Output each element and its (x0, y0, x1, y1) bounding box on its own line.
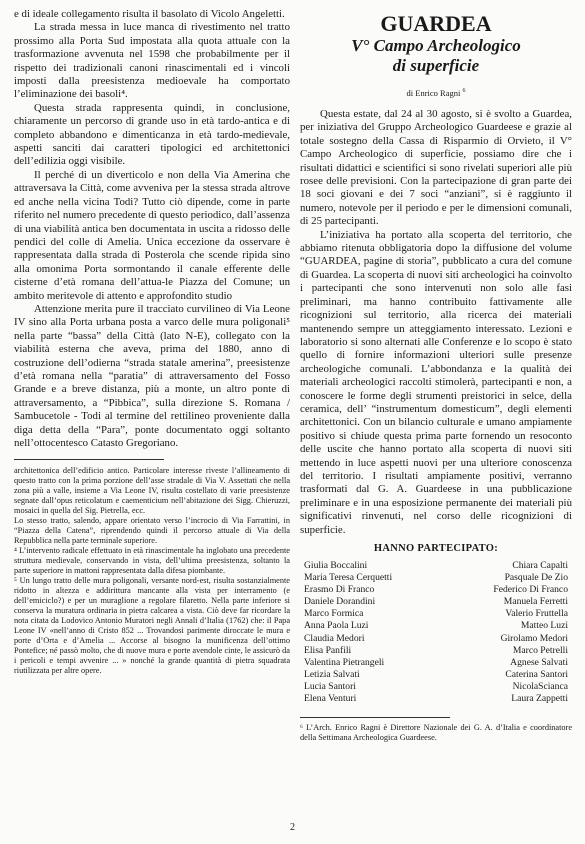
body-paragraph: Il perché di un diverticolo e non della Via Amerina che attraversava la Città, come avveniva per la stessa strada altrove ed anche nella vicina Todi? Tutto ciò dipende, come in parte riferito nel numero precedente di questo periodico, dall’assenza di una viabilità antica ben documentata in uscita a ridosso delle pendici del colle di Amelia. Unica eccezione da osservare è rappresentata dalla strada di Posterola che scende ripida sino alla omonima Porta sormontando il canale efferente delle cisterne d’età romana dell’attua-le Piazza del Comune; un ambito meritevole di attento e approfondito studio (14, 168, 290, 302)
participant-name: Valentina Pietrangeli (304, 656, 385, 668)
footnote: architettonica dell’edificio antico. Particolare interesse riveste l’allineamento di questo tratto con la prima porzione dell’asse stradale di Via V. Assettati che nella zona più a valle, insieme a Via Leone IV, risulta costellato di varie preesistenze segnate dall’opus reticolatum e caementicium nell’abitazione dei Sigg. Chieruzzi, mosaici in quella del Sig. Pietrella, ecc. (14, 466, 290, 516)
left-column (14, 8, 290, 676)
participant-name: Pasquale De Zio (504, 572, 568, 584)
participant-name: Letizia Salvati (304, 668, 360, 680)
participant-name: Laura Zappetti (511, 693, 568, 705)
footnote-divider (14, 459, 164, 460)
participant-name: Erasmo Di Franco (304, 584, 375, 596)
footnote: ⁵ Un lungo tratto delle mura poligonali, versante nord-est, risulta sostanzialmente ridotto in altezza e addirittura mancante alla vista per interramento (e dell’emiciclo?) e per un muraglione a regolare filaretto. Nella parte inferiore si conserva la muratura ordinaria in pietra calcarea a vista. Ciò deve far ricordare la nota citata da Lodovico Antonio Muratori negli Annali d’Italia (1762) che: il Papa Leone IV «nell’anno di Cristo 852 ... Trovandosi parimente diroccate le mura e porte d’Orta e d’Amelia ... Accorse al bisogno la munificenza dell’ottimo Pontefice; né passò molto, che di nuove mura e porte avendole cinte, le assicurò da i pericoli e tempi avvenire ... » nonché la grande quantità di pietra squadrata riutilizzata per altre opere. (14, 576, 290, 676)
footnote: ⁶ L’Arch. Enrico Ragni è Direttore Nazionale dei G. A. d’Italia e coordinatore della Settimana Archeologica Guardeese. (300, 723, 572, 743)
participant-name: Anna Paola Luzi (304, 620, 369, 632)
participant-name: Girolamo Medori (500, 632, 568, 644)
body-paragraph: La strada messa in luce manca di rivestimento nel tratto prossimo alla Porta Sud impostata alla quota attuale con la trasformazione avvenuta nel 1598 che probabilmente per il rispetto dei tradizionali canoni rinascimentali ed i vincoli imposti dalla preesistenza medioevale ha comportato l’eliminazione dei basoli⁴. (14, 21, 290, 101)
footnote: ⁴ L’intervento radicale effettuato in età rinascimentale ha inglobato una precedente struttura medievale, conservando in vista, dell’ultima preesistenza, soltanto la parte superiore in mattoni rappresentata dalla difesa piombante. (14, 546, 290, 576)
participant-name: Chiara Capalti (512, 560, 568, 571)
body-paragraph: Questa strada rappresenta quindi, in conclusione, chiaramente un percorso di grande uso in età tardo-antica e di completo abbandono e dimenticanza in età tardo-medievale, aspetti sanciti dai caratteri tipologici ed architettonici dell’edilizia oggi visibile. (14, 101, 290, 168)
participant-name: Marco Formica (304, 608, 364, 620)
participant-name: Matteo Luzi (520, 620, 568, 632)
footnote-divider (300, 717, 450, 718)
participants-right-column (493, 560, 568, 705)
byline (300, 88, 572, 98)
participant-name: Claudia Medori (304, 632, 365, 644)
right-column (300, 8, 572, 743)
participant-name: NicolaScianca (512, 680, 568, 692)
body-paragraph: e di ideale collegamento risulta il basolato di Vicolo Angeletti. (14, 8, 285, 20)
participant-name: Manuela Ferretti (503, 596, 568, 608)
participant-name: Elena Venturi (304, 693, 357, 705)
body-paragraph: Questa estate, dal 24 al 30 agosto, si è svolto a Guardea, per iniziativa del Gruppo Archeologico Guardeese e grazie al totale sostegno della Cassa di Risparmio di Orvieto, il V° Campo Archeologico di superficie, possiamo dire che i risultati didattici e scientifici si sono rivelati superiori alle più rosee delle previsioni. Con la partecipazione di gran parte dei 18 soci giovani e dei 7 soci “anziani”, si è raggiunto il numero, notevole per il periodo e per le dimensioni comunali, di 25 partecipanti. (300, 108, 572, 228)
body-paragraph: L’iniziativa ha portato alla scoperta del territorio, che abbiamo ritenuta obbligatoria dopo la diffusione del volume “GUARDEA, pagine di storia”, pubblicato a cura del comune di Guardea. La scoperta di nuovi siti archeologici ha coinvolto i partecipanti che sono intervenuti non solo alle fasi preliminari, ma hanno contribuito fattivamente alle ricognizioni sul territorio, alla ricerca dei materiali mantenendo sempre un atteggiamento interessato. Lezioni e laboratorio si sono alternati alle Conferenze e lo scopo è stato quello di fornire informazioni ulteriori sulle presenze archeologiche comunali. L’abbondanza e la qualità dei materiali archeologici raccolti stimolerà, partecipanti e non, a conoscere le forme degli strumenti preistorici in selce, della ceramica, dell’ “instrumentum domesticum”, degli elementi architettonici. Con un bilancio culturale e umano ampiamente positivo si chiude questa prima parte fornendo un resoconto delle uscite che hanno portato alla scoperta di nuovi siti mettendo in luce aspetti nuovi per una ulteriore conoscenza del territorio. I risultati ampiamente positivi, verranno trasformati dal G. A. Guardeese in una pubblicazione preliminare e in una esposizione permanente dei materiali più significativi rinvenuti, nel corso delle ricognizioni di superficie. (300, 228, 572, 536)
participant-name: Daniele Dorandini (304, 596, 376, 608)
participant-name: Agnese Salvati (510, 656, 568, 668)
participants-heading: HANNO PARTECIPATO: (373, 543, 499, 554)
participant-name: Valerio Fruttella (505, 608, 568, 620)
participant-name: Maria Teresa Cerquetti (304, 572, 393, 584)
participant-name: Caterina Santori (505, 668, 568, 680)
participant-name: Elisa Panfili (304, 644, 352, 656)
byline-author: di Enrico Ragni (406, 88, 461, 98)
participants-list (300, 560, 572, 705)
article-subtitle-line2: di superficie (392, 56, 480, 75)
footnote: Lo stesso tratto, salendo, appare orientato verso l’incrocio di Via Farrattini, in “Piazza della Catena”, riprendendo quindi il percorso attuale di Via della Repubblica nella parte terminale superiore. (14, 516, 290, 546)
article-subtitle-line1: V° Campo Archeologico (351, 36, 521, 55)
page-number: 2 (290, 822, 295, 833)
body-paragraph: Attenzione merita pure il tracciato curvilineo di Via Leone IV sino alla Porta urbana posta a varco delle mura poligonali⁵ nella parte “bassa” della Città (lato N-E), collegato con la viabilità esterna che aveva, prima del 1880, anno di costruzione dell’odierna “strada statale amerina”, preesistenze d’età romana nella “paratia” di attraversamento del Fosso Grande e a breve distanza, più a monte, un altro ponte di attraversamento, a “Pibbica”, sulla direzione S. Romana / Sambucetole - Todi al termine del rettilineo proveniente dalla diga detta della “Para”, ponte documentato oggi soltanto nell’ottocentesco Catasto Gregoriano. (14, 302, 290, 449)
participant-name: Federico Di Franco (493, 584, 568, 596)
participant-name: Lucia Santori (304, 680, 356, 692)
byline-footnote-ref: 6 (462, 88, 466, 95)
participants-left-column (304, 560, 392, 705)
article-title: GUARDEA (380, 11, 492, 36)
participant-name: Giulia Boccalini (304, 560, 368, 571)
participant-name: Marco Petrelli (512, 644, 568, 656)
